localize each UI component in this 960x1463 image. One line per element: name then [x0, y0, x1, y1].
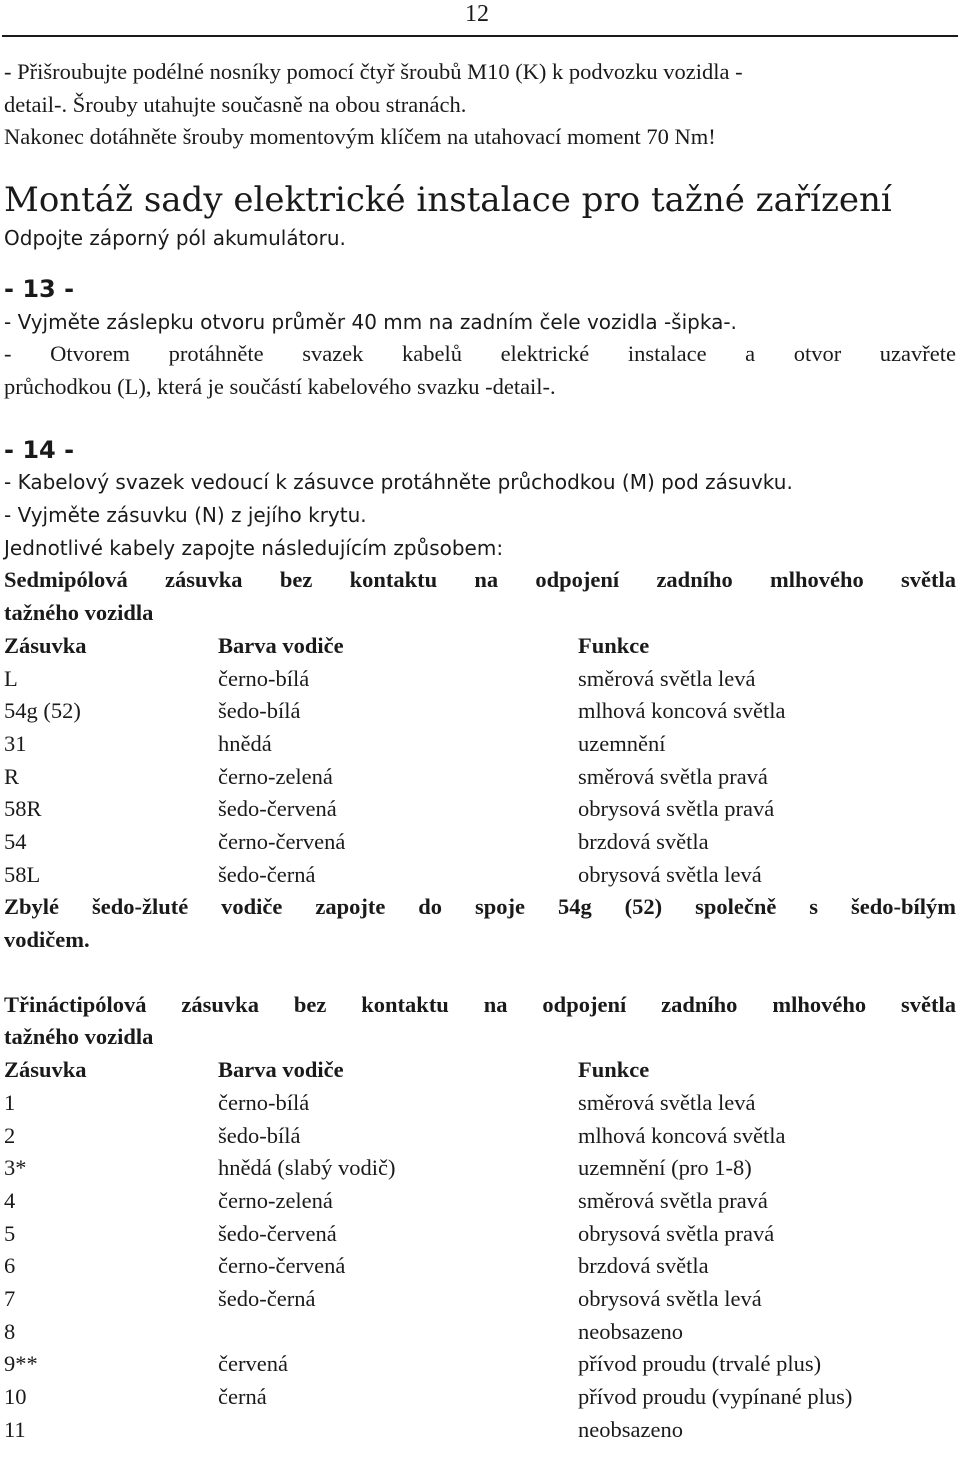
- table-13-rows: [4, 1087, 956, 1447]
- table-7-title-line-2: tažného vozidla: [4, 600, 154, 626]
- section-subheading: Odpojte záporný pól akumulátoru.: [4, 226, 346, 251]
- table-row: L černo-bílá směrová světla levá: [4, 665, 756, 691]
- table-row: 58R šedo-červená obrysová světla pravá: [4, 796, 775, 822]
- table-row: 7 šedo-černá obrysová světla levá: [4, 1285, 762, 1311]
- table-row: R černo-zelená směrová světla pravá: [4, 763, 768, 789]
- step-13-line-3: průchodkou (L), která je součástí kabelového svazku -detail-.: [4, 373, 556, 399]
- table-13-title-line-2: tažného vozidla: [4, 1024, 154, 1050]
- step-14-line-2: - Vyjměte zásuvku (N) z jejího krytu.: [4, 503, 367, 528]
- table-7-header-socket: Zásuvka: [4, 632, 87, 658]
- table-row: 54g (52) šedo-bílá mlhová koncová světla: [4, 698, 786, 724]
- table-13-header-socket: Zásuvka: [4, 1057, 87, 1083]
- table-row: 54 černo-červená brzdová světla: [4, 828, 709, 854]
- table-row: 58L šedo-černá obrysová světla levá: [4, 861, 762, 887]
- table-13-header: [4, 1054, 956, 1087]
- table-7-note-line-2: vodičem.: [4, 927, 90, 953]
- table-row: 9** červená přívod proudu (trvalé plus): [4, 1351, 822, 1377]
- intro-line-2: detail-. Šrouby utahujte současně na obou stranách.: [4, 91, 467, 117]
- table-row: 4 černo-zelená směrová světla pravá: [4, 1187, 768, 1213]
- intro-line-3: Nakonec dotáhněte šrouby momentovým klíčem na utahovací moment 70 Nm!: [4, 124, 716, 150]
- table-row: 6 černo-červená brzdová světla: [4, 1253, 709, 1279]
- document-body: [4, 56, 956, 1446]
- table-13-header-wire-color: Barva vodiče: [218, 1057, 344, 1083]
- step-13-line-1: - Vyjměte záslepku otvoru průměr 40 mm na zadním čele vozidla -šipka-.: [4, 309, 737, 334]
- intro-line-1: - Přišroubujte podélné nosníky pomocí čtyř šroubů M10 (K) k podvozku vozidla -: [4, 59, 743, 84]
- table-7-header: [4, 630, 956, 663]
- table-row: 1 černo-bílá směrová světla levá: [4, 1089, 756, 1115]
- step-14-line-1: - Kabelový svazek vedoucí k zásuvce protáhněte průchodkou (M) pod zásuvku.: [4, 470, 793, 495]
- header-rule: [2, 35, 958, 37]
- table-row: 10 černá přívod proudu (vypínané plus): [4, 1384, 853, 1410]
- table-13-header-function: Funkce: [578, 1057, 650, 1083]
- table-row: 8 neobsazeno: [4, 1318, 683, 1344]
- table-row: 11 neobsazeno: [4, 1416, 683, 1442]
- table-7-header-function: Funkce: [578, 632, 650, 658]
- table-row: 3* hnědá (slabý vodič) uzemnění (pro 1-8): [4, 1155, 752, 1181]
- table-7-header-wire-color: Barva vodiče: [218, 632, 344, 658]
- table-7-note-line-1: Zbylé šedo-žluté vodiče zapojte do spoje 54g (52) společně s šedo-bílým: [4, 894, 956, 920]
- table-row: 2 šedo-bílá mlhová koncová světla: [4, 1122, 786, 1148]
- table-13-title-line-1: Třináctipólová zásuvka bez kontaktu na odpojení zadního mlhového světla: [4, 991, 956, 1017]
- step-14-label: - 14 -: [4, 435, 75, 464]
- table-row: 31 hnědá uzemnění: [4, 730, 666, 756]
- table-7-rows: [4, 663, 956, 892]
- step-14-line-3: Jednotlivé kabely zapojte následujícím způsobem:: [4, 535, 504, 560]
- table-row: 5 šedo-červená obrysová světla pravá: [4, 1220, 775, 1246]
- section-heading: Montáž sady elektrické instalace pro tažné zařízení: [4, 180, 892, 221]
- step-13-line-2: - Otvorem protáhněte svazek kabelů elektrické instalace a otvor uzavřete: [4, 341, 956, 367]
- page-number: 12: [465, 1, 489, 27]
- table-7-title-line-1: Sedmipólová zásuvka bez kontaktu na odpojení zadního mlhového světla: [4, 567, 956, 593]
- step-13-label: - 13 -: [4, 274, 75, 303]
